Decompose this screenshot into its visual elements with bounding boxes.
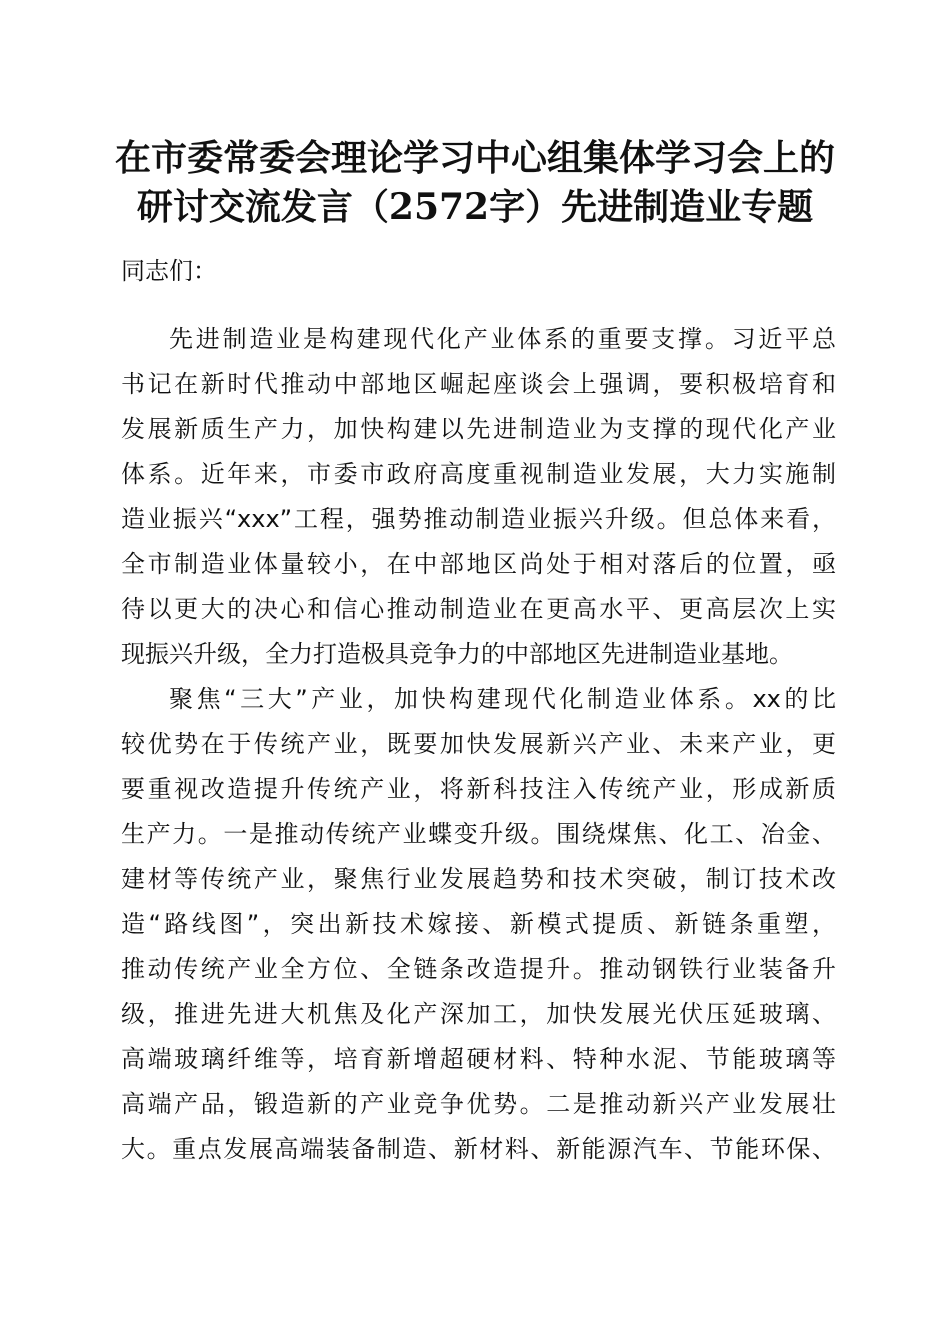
body-line: 聚焦“三大”产业，加快构建现代化制造业体系。xx的比 [169,685,836,713]
body-line: 生产力。一是推动传统产业蝶变升级。围绕煤焦、化工、冶金、 [121,820,836,848]
body-line: 全市制造业体量较小，在中部地区尚处于相对落后的位置，亟 [121,550,836,578]
document-title-line-2: 研讨交流发言（2572字）先进制造业专题 [136,186,814,228]
body-line: 先进制造业是构建现代化产业体系的重要支撑。习近平总 [169,325,836,353]
body-line: 级，推进先进大机焦及化产深加工，加快发展光伏压延玻璃、 [121,1000,836,1028]
body-line: 造业振兴“xxx”工程，强势推动制造业振兴升级。但总体来看， [121,505,836,533]
body-line: 待以更大的决心和信心推动制造业在更高水平、更高层次上实 [121,595,836,623]
body-line: 较优势在于传统产业，既要加快发展新兴产业、未来产业，更 [121,730,836,758]
body-line: 高端玻璃纤维等，培育新增超硬材料、特种水泥、节能玻璃等 [121,1045,836,1073]
body-line: 高端产品，锻造新的产业竞争优势。二是推动新兴产业发展壮 [121,1090,836,1118]
body-line: 现振兴升级，全力打造极具竞争力的中部地区先进制造业基地。 [121,640,793,668]
document-title-line-1: 在市委常委会理论学习中心组集体学习会上的 [114,137,835,179]
body-line: 推动传统产业全方位、全链条改造提升。推动钢铁行业装备升 [121,955,836,983]
body-line: 要重视改造提升传统产业，将新科技注入传统产业，形成新质 [121,775,836,803]
body-line: 书记在新时代推动中部地区崛起座谈会上强调，要积极培育和 [121,370,836,398]
salutation: 同志们： [121,257,217,285]
body-line: 造“路线图”，突出新技术嫁接、新模式提质、新链条重塑， [121,910,836,938]
body-line: 发展新质生产力，加快构建以先进制造业为支撑的现代化产业 [121,415,836,443]
body-line: 体系。近年来，市委市政府高度重视制造业发展，大力实施制 [121,460,836,488]
body-line: 大。重点发展高端装备制造、新材料、新能源汽车、节能环保、 [121,1135,836,1163]
body-line: 建材等传统产业，聚焦行业发展趋势和技术突破，制订技术改 [121,865,836,893]
